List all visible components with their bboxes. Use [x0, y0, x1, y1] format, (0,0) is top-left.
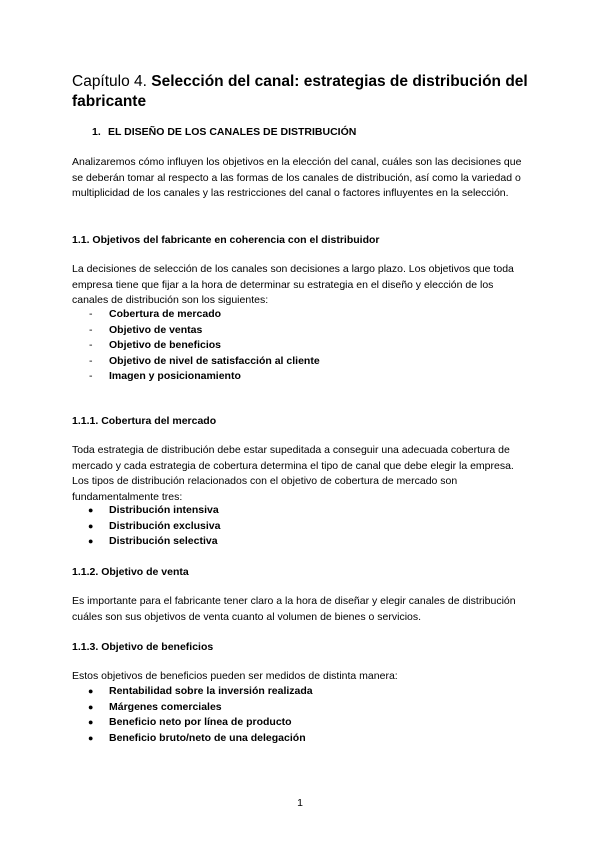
chapter-title-text: Selección del canal: estrategias de distribución del fabricante [72, 73, 528, 110]
list-item [72, 731, 313, 747]
section-heading-1 [92, 126, 356, 138]
list-item-text: Distribución exclusiva [109, 519, 221, 532]
benefits-list [72, 684, 313, 746]
section-heading-1-1-1: 1.1.1. Cobertura del mercado [72, 415, 217, 427]
list-item [72, 369, 320, 385]
bullet-icon: ● [88, 505, 94, 515]
objectives-paragraph: La decisiones de selección de los canales son decisiones a largo plazo. Los objetivos que toda empresa tiene que fijar a la hora de determinar su estrategia en el diseño y elección de los canales de distribución son los siguientes: [72, 263, 514, 306]
bullet-icon: ● [88, 536, 94, 546]
bullet-icon: ● [88, 520, 94, 531]
list-item-text: Distribución intensiva [109, 504, 219, 516]
dash-marker: - [89, 308, 93, 320]
objectives-list [72, 307, 320, 385]
list-item-text: Objetivo de nivel de satisfacción al cliente [109, 354, 320, 367]
list-item-text: Objetivo de ventas [109, 323, 203, 336]
dash-marker: - [89, 323, 93, 336]
section-heading-1-1-2: 1.1.2. Objetivo de venta [72, 566, 189, 578]
list-item [72, 700, 313, 716]
chapter-title [72, 72, 542, 112]
dash-marker: - [89, 354, 93, 367]
list-item-text: Beneficio neto por línea de producto [109, 716, 292, 728]
list-item [72, 338, 320, 354]
intro-paragraph: Analizaremos cómo influyen los objetivos en la elección del canal, cuáles son las decisiones que se deberán tomar al respecto a las formas de los canales de distribución, así como la variedad o multiplicidad de los canales y las restricciones del canal o factores influyentes en la selección. [72, 156, 522, 199]
list-item [72, 684, 313, 700]
list-item [72, 323, 320, 339]
bullet-icon: ● [88, 701, 94, 712]
section-heading-1-1-3: 1.1.3. Objetivo de beneficios [72, 641, 214, 653]
section-heading-text: EL DISEÑO DE LOS CANALES DE DISTRIBUCIÓN [108, 126, 357, 138]
list-item [72, 307, 320, 323]
section-heading-1-1: 1.1. Objetivos del fabricante en coherencia con el distribuidor [72, 234, 380, 246]
sales-paragraph: Es importante para el fabricante tener claro a la hora de diseñar y elegir canales de distribución cuáles son sus objetivos de venta cuanto al volumen de bienes o servicios. [72, 595, 516, 623]
benefits-paragraph: Estos objetivos de beneficios pueden ser medidos de distinta manera: [72, 670, 398, 682]
bullet-icon: ● [88, 686, 94, 696]
coverage-paragraph: Toda estrategia de distribución debe estar supeditada a conseguir una adecuada cobertura de mercado y cada estrategia de cobertura determina el tipo de canal que debe elegir la empresa. Los tipos de distribución relacionados con el objetivo de cobertura de mercado son fundamentalmente tres: [72, 444, 514, 503]
page-number: 1 [297, 797, 303, 809]
list-item-text: Objetivo de beneficios [109, 339, 222, 351]
list-item [72, 503, 220, 519]
bullet-icon: ● [88, 717, 94, 727]
chapter-prefix: Capítulo 4. [72, 73, 152, 90]
list-item [72, 519, 220, 535]
list-item-text: Beneficio bruto/neto de una delegación [109, 731, 306, 744]
list-item [72, 354, 320, 370]
list-item-text: Márgenes comerciales [109, 700, 222, 713]
list-item-text: Rentabilidad sobre la inversión realizada [109, 685, 313, 697]
dash-marker: - [89, 370, 93, 382]
list-item-text: Imagen y posicionamiento [109, 370, 241, 382]
list-item-text: Cobertura de mercado [109, 308, 222, 320]
bullet-icon: ● [88, 732, 94, 743]
dash-marker: - [89, 339, 93, 351]
section-number: 1. [92, 126, 101, 138]
list-item [72, 715, 313, 731]
list-item [72, 534, 220, 550]
list-item-text: Distribución selectiva [109, 535, 218, 547]
coverage-list [72, 503, 220, 550]
